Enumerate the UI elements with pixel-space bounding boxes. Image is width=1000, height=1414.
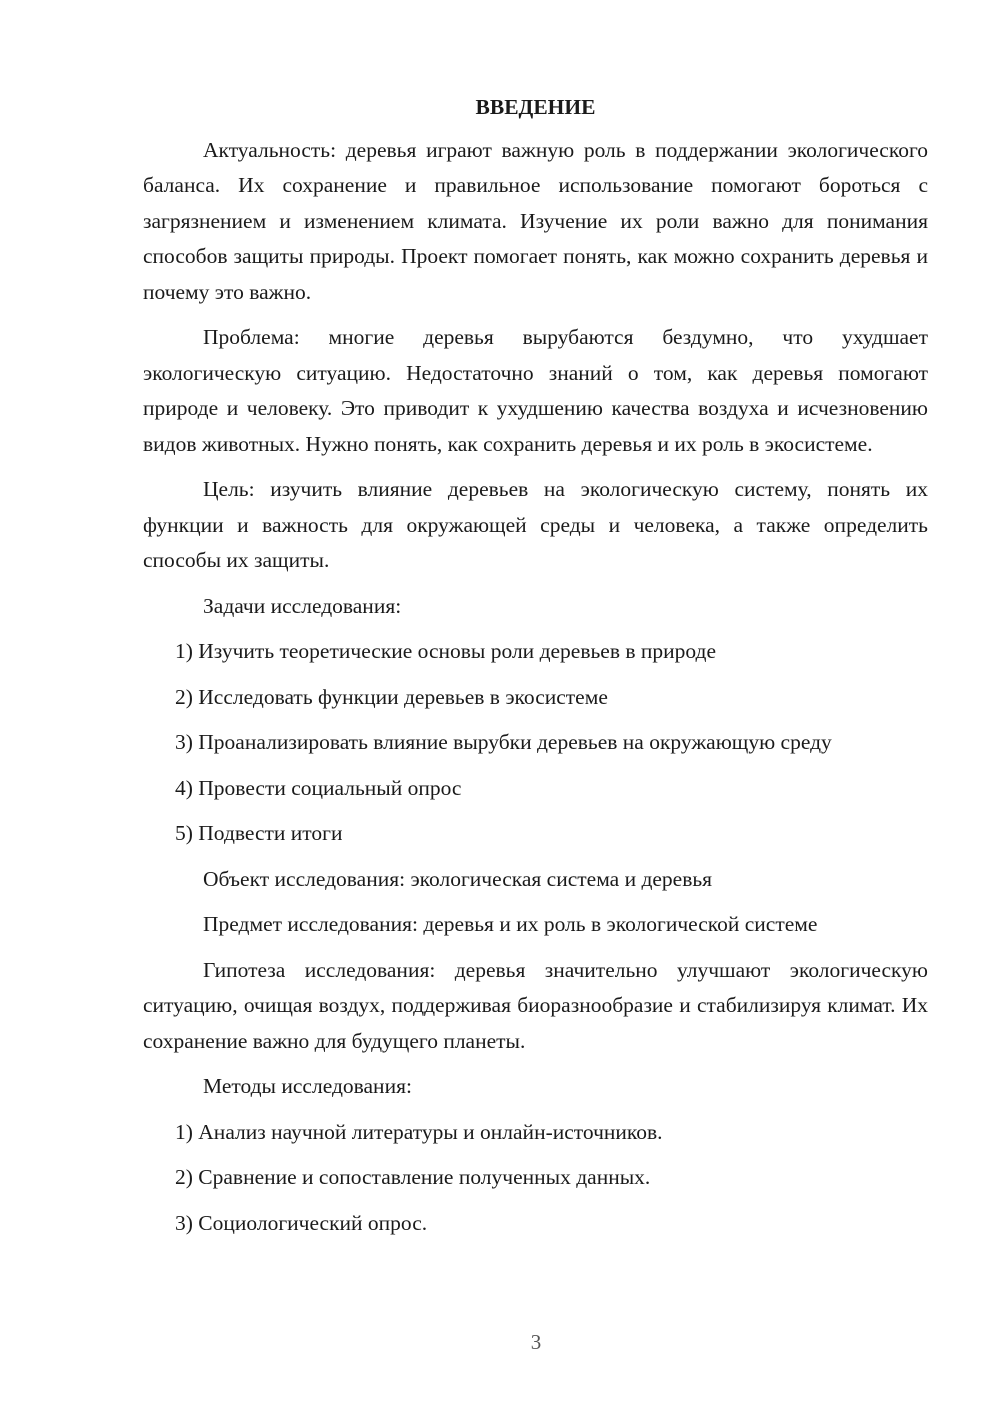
goal-paragraph: Цель: изучить влияние деревьев на экологическую систему, понять их функции и важность для окружающей среды и человека, а также определить способы их защиты. xyxy=(143,477,928,572)
task-item: 2) Исследовать функции деревьев в экосистеме xyxy=(175,684,608,709)
hypothesis-paragraph: Гипотеза исследования: деревья значительно улучшают экологическую ситуацию, очищая воздух, поддерживая биоразнообразие и стабилизируя климат. Их сохранение важно для будущего планеты. xyxy=(143,957,928,1053)
task-item: 3) Проанализировать влияние вырубки деревьев на окружающую среду xyxy=(175,730,832,754)
research-object: Объект исследования: экологическая система и деревья xyxy=(203,866,713,891)
tasks-heading: Задачи исследования: xyxy=(203,593,402,618)
research-subject: Предмет исследования: деревья и их роль в экологической системе xyxy=(203,912,818,936)
document-page xyxy=(143,90,928,1251)
method-item: 2) Сравнение и сопоставление полученных данных. xyxy=(175,1165,651,1189)
task-item: 1) Изучить теоретические основы роли деревьев в природе xyxy=(175,639,717,663)
task-item: 4) Провести социальный опрос xyxy=(175,775,462,800)
problem-paragraph: Проблема: многие деревья вырубаются бездумно, что ухудшает экологическую ситуацию. Недостаточно знаний о том, как деревья помогают природе и человеку. Это приводит к ухудшению качества воздуха и исчезновению видов животных. Нужно понять, как сохранить деревья и их роль в экосистеме. xyxy=(143,325,928,456)
relevance-paragraph: Актуальность: деревья играют важную роль в поддержании экологического баланса. Их сохранение и правильное использование помогают бороться с загрязнением и изменением климата. Изучение их роли важно для понимания способов защиты природы. Проект помогает понять, как можно сохранить деревья и почему это важно. xyxy=(143,137,928,304)
task-item: 5) Подвести итоги xyxy=(175,821,343,845)
page-number: 3 xyxy=(530,1330,542,1354)
method-item: 1) Анализ научной литературы и онлайн-источников. xyxy=(175,1119,663,1144)
methods-heading: Методы исследования: xyxy=(203,1074,412,1098)
document-title: ВВЕДЕНИЕ xyxy=(475,95,596,119)
method-item: 3) Социологический опрос. xyxy=(175,1210,428,1235)
